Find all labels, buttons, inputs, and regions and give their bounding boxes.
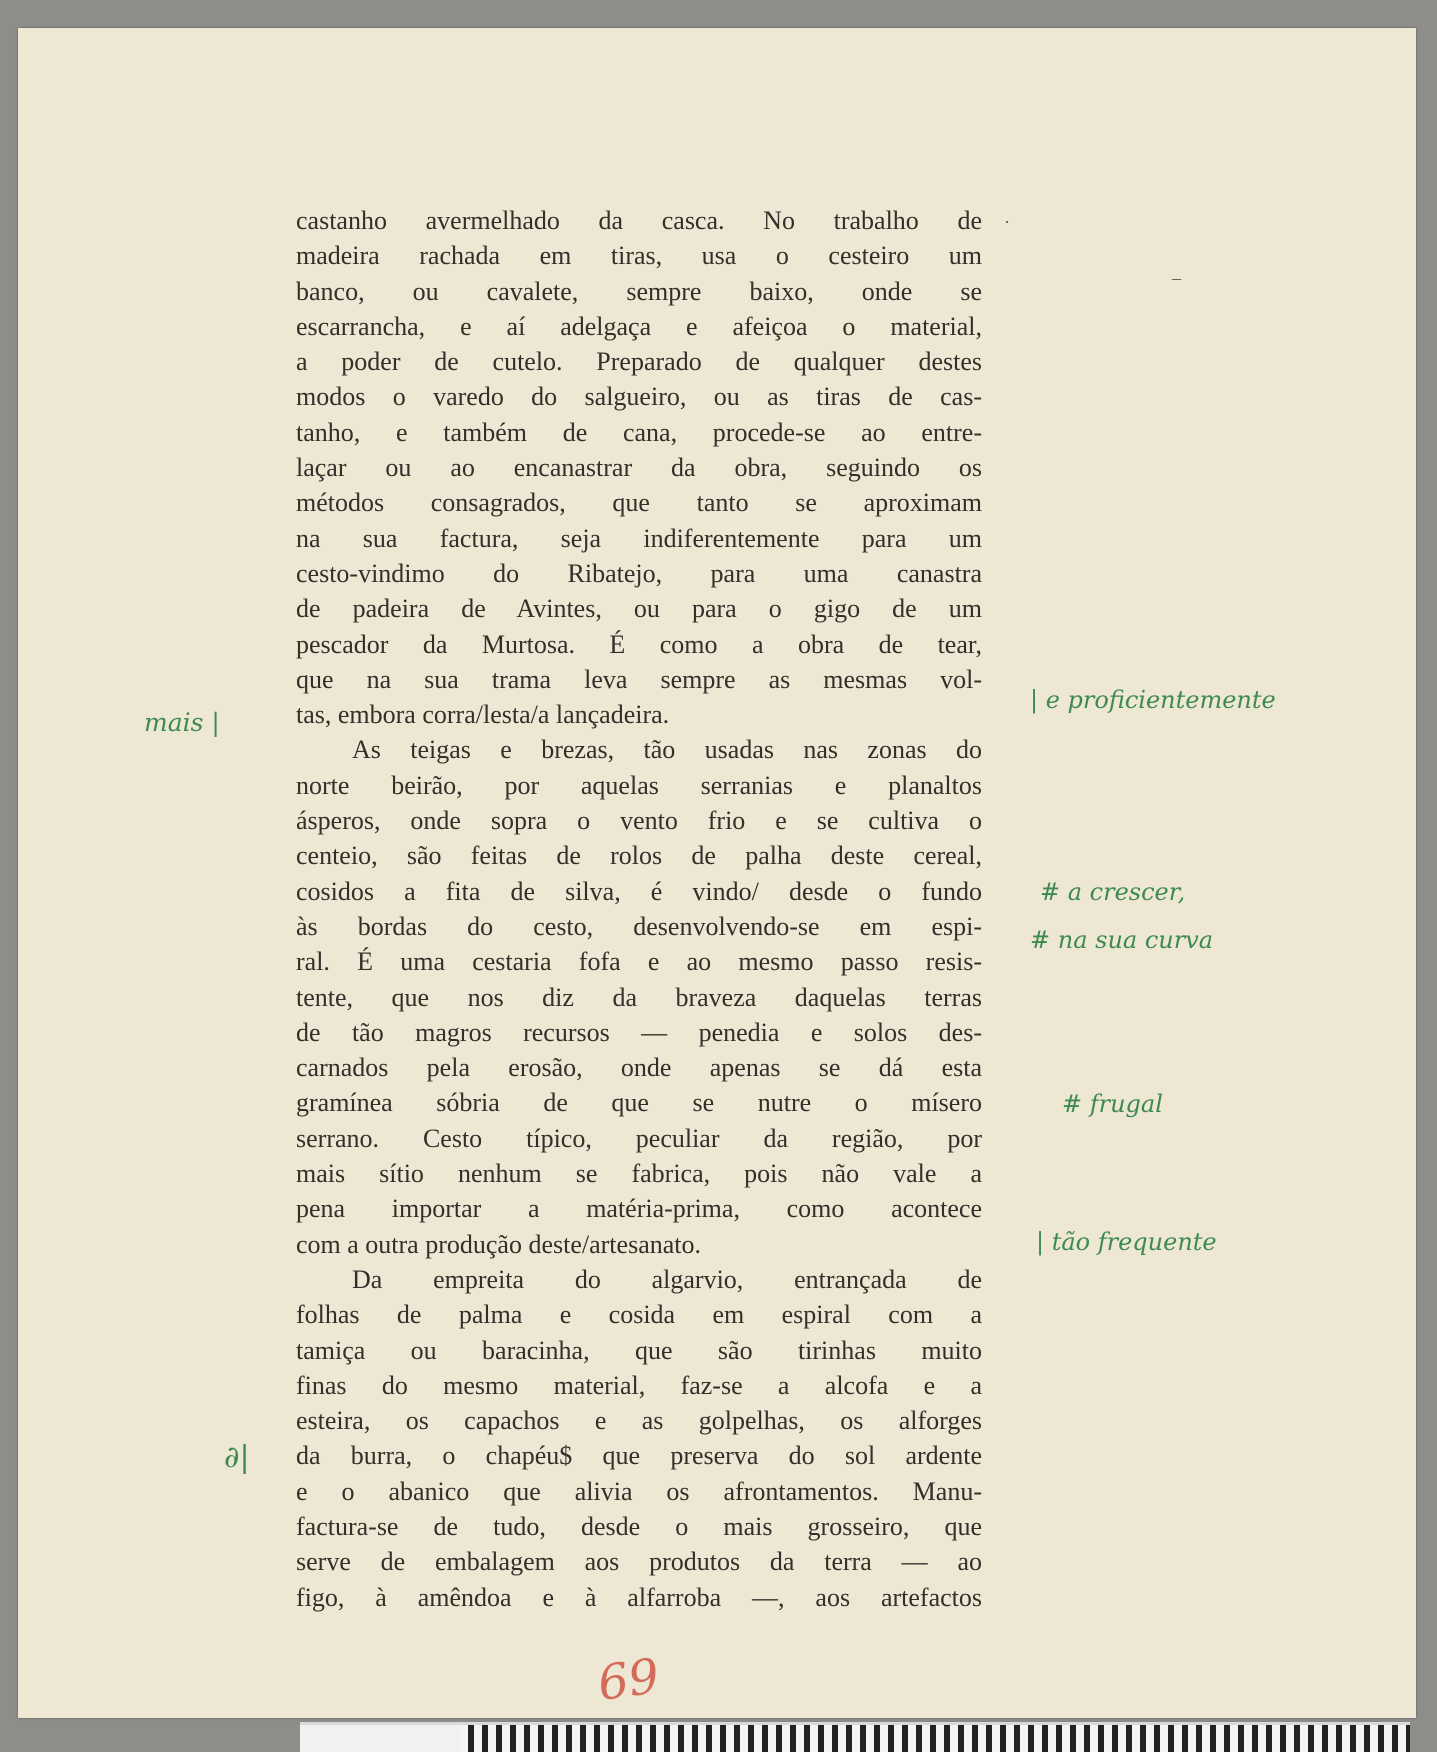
text-line: folhas de palma e cosida em espiral com a <box>296 1300 982 1330</box>
text-line: escarrancha, e aí adelgaça e afeiçoa o material, <box>296 311 982 341</box>
text-line: a poder de cutelo. Preparado de qualquer destes <box>296 347 982 377</box>
text-line: pena importar a matéria-prima, como acontece <box>296 1194 982 1224</box>
text-line: cesto-vindimo do Ribatejo, para uma canastra <box>296 558 982 588</box>
text-line: gramínea sóbria de que se nutre o mísero <box>296 1088 982 1118</box>
text-line: madeira rachada em tiras, usa o cesteiro um <box>296 241 982 271</box>
text-line: esteira, os capachos e as golpelhas, os alforges <box>296 1406 982 1436</box>
annotation-a-crescer: # a crescer, <box>1040 878 1186 906</box>
text-line: ásperos, onde sopra o vento frio e se cultiva o <box>296 806 982 836</box>
text-line: às bordas do cesto, desenvolvendo-se em espi- <box>296 911 982 941</box>
annotation-frugal: # frugal <box>1062 1090 1163 1118</box>
text-line: com a outra produção deste/artesanato. <box>296 1229 701 1259</box>
body-text <box>296 203 982 1615</box>
text-line: cosidos a fita de silva, é vindo/ desde o fundo <box>296 876 982 906</box>
text-line: banco, ou cavalete, sempre baixo, onde se <box>296 276 982 306</box>
text-line: de tão magros recursos — penedia e solos des- <box>296 1017 982 1047</box>
text-line: tanho, e também de cana, procede-se ao entre- <box>296 417 982 447</box>
text-line: finas do mesmo material, faz-se a alcofa e a <box>296 1370 982 1400</box>
text-line: ral. É uma cestaria fofa e ao mesmo passo resis- <box>296 947 982 977</box>
text-line: Da empreita do algarvio, entrançada de <box>352 1264 982 1294</box>
text-line: métodos consagrados, que tanto se aproximam <box>296 488 982 518</box>
text-line: centeio, são feitas de rolos de palha deste cereal, <box>296 841 982 871</box>
text-line: de padeira de Avintes, ou para o gigo de um <box>296 594 982 624</box>
text-line: tente, que nos diz da braveza daquelas terras <box>296 982 982 1012</box>
annotation-margin-mark: ∂| <box>224 1440 250 1475</box>
text-line: castanho avermelhado da casca. No trabalho de <box>296 206 982 235</box>
text-line: As teigas e brezas, tão usadas nas zonas do <box>352 735 982 765</box>
text-line: serve de embalagem aos produtos da terra — ao <box>296 1547 982 1577</box>
text-line: norte beirão, por aquelas serranias e planaltos <box>296 770 982 800</box>
text-line: figo, à amêndoa e à alfarroba —, aos artefactos <box>296 1582 982 1612</box>
color-scale-patch <box>300 1722 460 1752</box>
page-number: 69 <box>594 1648 663 1712</box>
text-line: pescador da Murtosa. É como a obra de tear, <box>296 629 982 659</box>
text-line: e o abanico que alivia os afrontamentos. Manu- <box>296 1476 982 1506</box>
annotation-mais: mais | <box>144 708 220 737</box>
text-line: modos o varedo do salgueiro, ou as tiras de cas- <box>296 382 982 412</box>
text-line: laçar ou ao encanastrar da obra, seguindo os <box>296 453 982 483</box>
ink-speck: · <box>1004 212 1010 232</box>
color-scale-bar <box>300 1722 1410 1752</box>
text-line: da burra, o chapéu$ que preserva do sol ardente <box>296 1441 982 1471</box>
text-line: na sua factura, seja indiferentemente para um <box>296 523 982 553</box>
text-line: tamiça ou baracinha, que são tirinhas muito <box>296 1335 982 1365</box>
text-line: factura-se de tudo, desde o mais grosseiro, que <box>296 1511 982 1541</box>
text-line: carnados pela erosão, onde apenas se dá esta <box>296 1053 982 1083</box>
text-line: tas, embora corra/lesta/a lançadeira. <box>296 700 670 730</box>
annotation-tao-frequente: | tão frequente <box>1036 1228 1217 1256</box>
text-line: serrano. Cesto típico, peculiar da região, por <box>296 1123 982 1153</box>
text-line: que na sua trama leva sempre as mesmas vol- <box>296 664 982 694</box>
ink-speck: – <box>1172 268 1181 288</box>
annotation-na-sua-curva: # na sua curva <box>1030 926 1214 954</box>
text-line: mais sítio nenhum se fabrica, pois não vale a <box>296 1159 982 1189</box>
annotation-proficientemente: | e proficientemente <box>1030 686 1276 714</box>
